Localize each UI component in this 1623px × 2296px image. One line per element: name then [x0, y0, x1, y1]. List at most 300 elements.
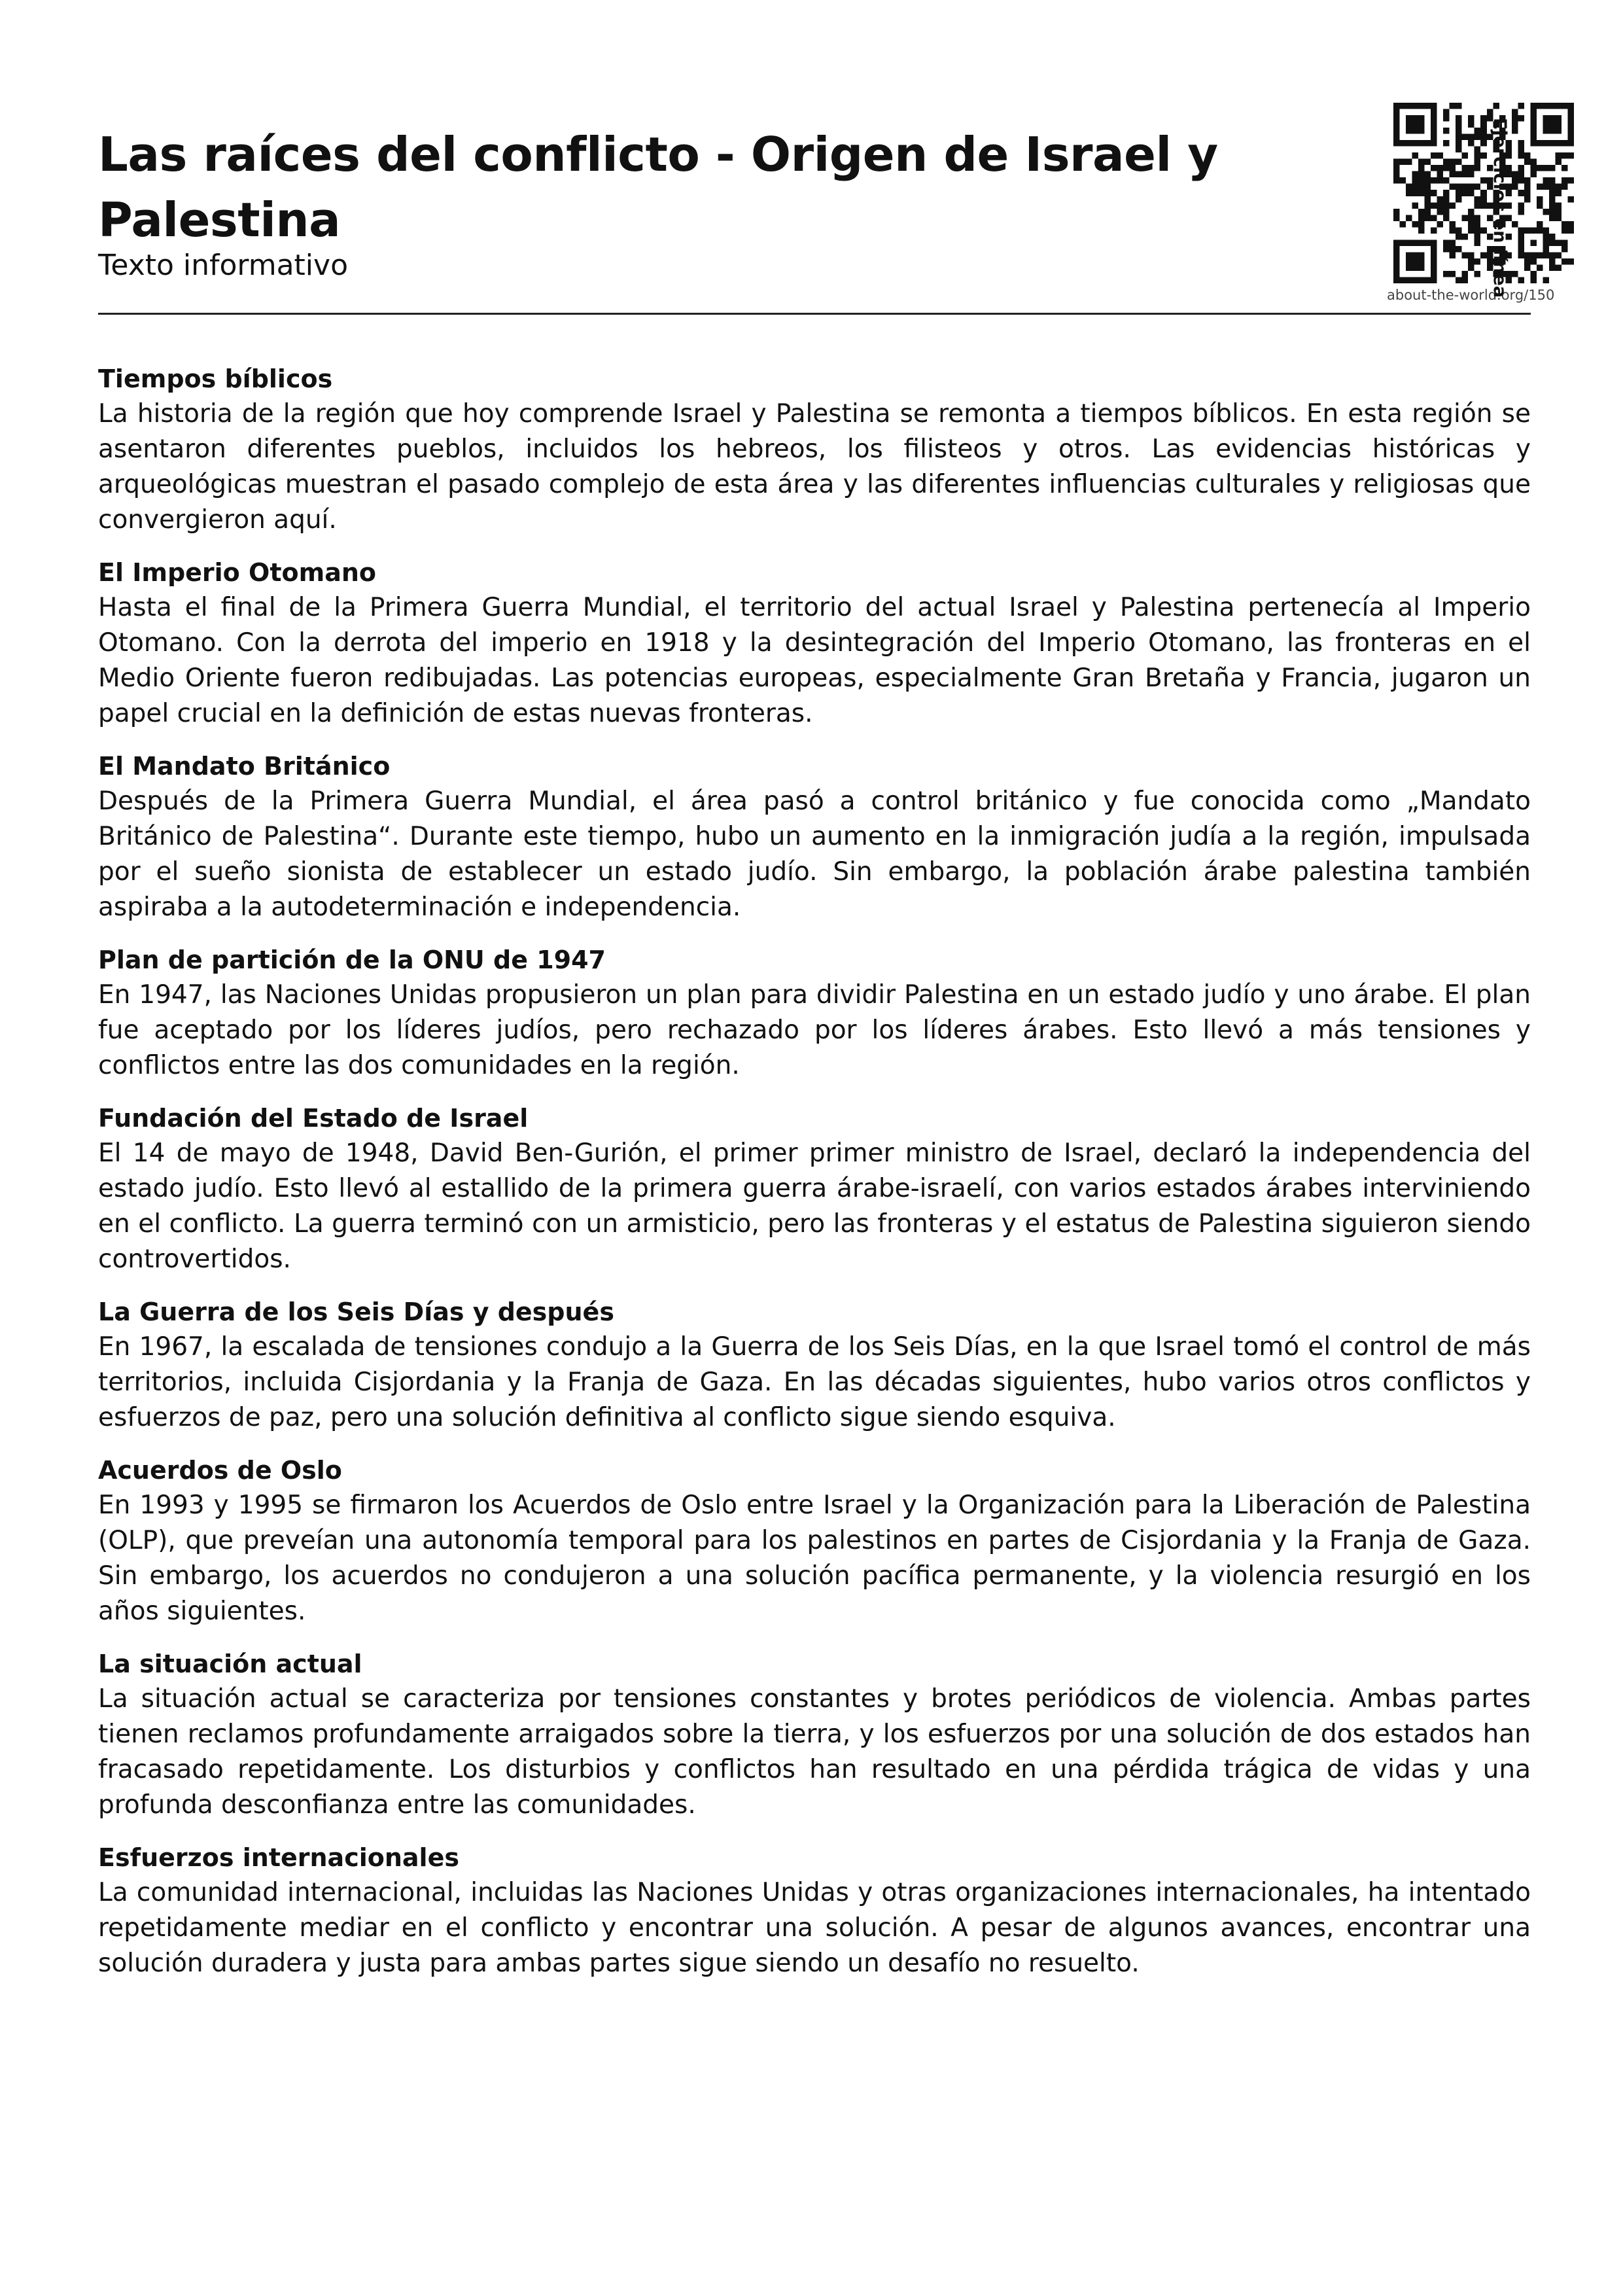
qr-module: [1443, 209, 1450, 215]
page-title: Las raíces del conflicto - Origen de Israel y Palestina: [98, 127, 1218, 247]
qr-module: [1549, 209, 1556, 215]
qr-module: [1462, 190, 1469, 196]
qr-module: [1549, 196, 1556, 203]
qr-module: [1543, 128, 1549, 134]
qr-module: [1400, 140, 1406, 147]
qr-module: [1393, 271, 1400, 277]
qr-module: [1393, 239, 1400, 246]
qr-module: [1418, 128, 1425, 134]
qr-module: [1443, 202, 1450, 209]
qr-module: [1418, 215, 1425, 221]
qr-module: [1406, 277, 1412, 283]
qr-module: [1480, 227, 1487, 234]
qr-module: [1468, 134, 1475, 141]
qr-module: [1537, 221, 1543, 228]
qr-module: [1406, 128, 1412, 134]
section-text: La historia de la región que hoy comprende Israel y Palestina se remonta a tiempos bíblicos. En esta región se asentaron diferentes pueblos, incluidos los hebreos, los filisteos y otros. Las evidencias históricas y arqueológicas muestran el pasado complejo de esta área y las diferentes influencias culturales y religiosas que convergieron aquí.: [98, 399, 1531, 535]
qr-module: [1524, 184, 1531, 190]
qr-module: [1412, 152, 1419, 159]
qr-module: [1418, 209, 1425, 215]
qr-module: [1530, 258, 1537, 265]
online-exercises-label: [1488, 118, 1514, 308]
section-text: En 1967, la escalada de tensiones condujo a la Guerra de los Seis Días, en la que Israel tomó el control de más territorios, incluida Cisjordania y la Franja de Gaza. En las décadas siguientes, hubo varios otros conflictos y esfuerzos de paz, pero una solución definitiva al conflicto sigue siendo esquiva.: [98, 1332, 1531, 1432]
qr-module: [1543, 234, 1549, 240]
qr-module: [1406, 115, 1412, 122]
qr-module: [1524, 190, 1531, 196]
qr-module: [1425, 177, 1431, 184]
qr-module: [1549, 115, 1556, 122]
qr-module: [1412, 128, 1419, 134]
qr-module: [1475, 147, 1481, 153]
qr-module: [1480, 115, 1487, 122]
qr-module: [1393, 165, 1400, 171]
qr-module: [1431, 215, 1437, 221]
qr-module: [1475, 221, 1481, 228]
qr-module: [1555, 103, 1562, 109]
qr-module: [1555, 239, 1562, 246]
qr-module: [1543, 252, 1549, 258]
qr-module: [1537, 227, 1543, 234]
qr-module: [1393, 134, 1400, 141]
qr-module: [1555, 152, 1562, 159]
qr-module: [1450, 239, 1456, 246]
qr-module: [1443, 190, 1450, 196]
qr-module: [1555, 140, 1562, 147]
qr-module: [1530, 277, 1537, 283]
qr-module: [1567, 103, 1574, 109]
qr-module: [1393, 215, 1400, 221]
qr-module: [1437, 171, 1444, 178]
qr-module: [1431, 103, 1437, 109]
qr-module: [1418, 221, 1425, 228]
qr-block[interactable]: [1295, 103, 1570, 303]
qr-module: [1543, 227, 1549, 234]
qr-module: [1537, 184, 1543, 190]
qr-module: [1412, 202, 1419, 209]
qr-module: [1400, 277, 1406, 283]
qr-module: [1518, 147, 1524, 153]
qr-module: [1518, 115, 1524, 122]
qr-module: [1456, 196, 1462, 203]
qr-module: [1456, 115, 1462, 122]
section-text: En 1947, las Naciones Unidas propusieron un plan para dividir Palestina en un estado judío y uno árabe. El plan fue aceptado por los líderes judíos, pero rechazado por los líderes árabes. Esto llevó a más tensiones y conflictos entre las dos comunidades en la región.: [98, 980, 1531, 1080]
qr-module: [1462, 215, 1469, 221]
qr-module: [1462, 165, 1469, 171]
qr-module: [1555, 209, 1562, 215]
qr-module: [1537, 252, 1543, 258]
section-text: Hasta el final de la Primera Guerra Mundial, el territorio del actual Israel y Palestina pertenecía al Imperio Otomano. Con la derrota del imperio en 1918 y la desintegración del Imperio Otomano, las fronteras en el Medio Oriente fueron redibujadas. Las potencias europeas, especialmente Gran Bretaña y Francia, jugaron un papel crucial en la definición de estas nuevas fronteras.: [98, 593, 1531, 728]
qr-module: [1418, 227, 1425, 234]
qr-module: [1468, 264, 1475, 271]
qr-module: [1543, 277, 1549, 283]
section-text: La comunidad internacional, incluidas las Naciones Unidas y otras organizaciones internacionales, ha intentado repetidamente mediar en el conflicto y encontrar una solución. A pesar de algunos avances, encontrar una solución duradera y justa para ambas partes sigue siendo un desafío no resuelto.: [98, 1878, 1531, 1978]
qr-module: [1468, 252, 1475, 258]
qr-module: [1412, 177, 1419, 184]
qr-module: [1418, 115, 1425, 122]
qr-module: [1418, 171, 1425, 178]
qr-module: [1518, 227, 1524, 234]
qr-module: [1425, 239, 1431, 246]
qr-module: [1518, 252, 1524, 258]
qr-module: [1431, 140, 1437, 147]
qr-module: [1518, 246, 1524, 253]
qr-module: [1468, 209, 1475, 215]
section-heading: La Guerra de los Seis Días y después: [98, 1298, 614, 1326]
qr-module: [1393, 209, 1400, 215]
qr-module: [1549, 215, 1556, 221]
qr-module: [1549, 177, 1556, 184]
section-situacion-actual: [98, 1646, 1531, 1823]
qr-module: [1530, 140, 1537, 147]
qr-module: [1493, 103, 1499, 109]
section-fundacion-israel: [98, 1101, 1531, 1277]
qr-module: [1412, 115, 1419, 122]
qr-module: [1450, 246, 1456, 253]
section-acuerdos-oslo: [98, 1453, 1531, 1629]
qr-module: [1456, 122, 1462, 128]
qr-module: [1518, 239, 1524, 246]
qr-module: [1549, 252, 1556, 258]
qr-module: [1418, 239, 1425, 246]
qr-module: [1443, 159, 1450, 166]
qr-module: [1406, 122, 1412, 128]
qr-module: [1562, 177, 1568, 184]
qr-module: [1412, 184, 1419, 190]
qr-module: [1475, 234, 1481, 240]
qr-module: [1406, 215, 1412, 221]
qr-url[interactable]: about-the-world.org/150: [1387, 287, 1555, 303]
qr-module: [1567, 128, 1574, 134]
qr-module: [1425, 277, 1431, 283]
qr-module: [1567, 221, 1574, 228]
qr-module: [1412, 258, 1419, 265]
qr-module: [1549, 264, 1556, 271]
qr-module: [1393, 128, 1400, 134]
qr-module: [1425, 215, 1431, 221]
qr-module: [1468, 227, 1475, 234]
qr-module: [1443, 109, 1450, 116]
qr-module: [1524, 252, 1531, 258]
qr-module: [1400, 177, 1406, 184]
qr-module: [1537, 103, 1543, 109]
qr-module: [1562, 152, 1568, 159]
section-text: El 14 de mayo de 1948, David Ben-Gurión, el primer primer ministro de Israel, declaró la independencia del estado judío. Esto llevó al estallido de la primera guerra árabe-israelí, con varios estados árabes interviniendo en el conflicto. La guerra terminó con un armisticio, pero las fronteras y el estatus de Palestina siguieron siendo controvertidos.: [98, 1139, 1531, 1274]
qr-module: [1456, 234, 1462, 240]
qr-module: [1425, 103, 1431, 109]
qr-module: [1530, 109, 1537, 116]
section-text: Después de la Primera Guerra Mundial, el área pasó a control británico y fue conocida como „Mandato Británico de Palestina“. Durante este tiempo, hubo un aumento en la inmigración judía a la región, impulsada por el sueño sionista de establecer un estado judío. Sin embargo, la población árabe palestina también aspiraba a la autodeterminación e independencia.: [98, 786, 1531, 922]
qr-module: [1555, 122, 1562, 128]
qr-module: [1412, 221, 1419, 228]
qr-module: [1393, 177, 1400, 184]
qr-module: [1468, 171, 1475, 178]
qr-module: [1524, 258, 1531, 265]
qr-module: [1537, 140, 1543, 147]
qr-module: [1543, 122, 1549, 128]
qr-module: [1549, 165, 1556, 171]
qr-module: [1543, 140, 1549, 147]
qr-module: [1418, 258, 1425, 265]
qr-module: [1456, 159, 1462, 166]
qr-module: [1567, 109, 1574, 116]
qr-module: [1406, 190, 1412, 196]
qr-module: [1562, 103, 1568, 109]
qr-module: [1400, 159, 1406, 166]
qr-module: [1400, 239, 1406, 246]
qr-module: [1431, 122, 1437, 128]
qr-module: [1412, 239, 1419, 246]
qr-module: [1549, 140, 1556, 147]
qr-module: [1431, 134, 1437, 141]
qr-module: [1406, 140, 1412, 147]
qr-module: [1475, 271, 1481, 277]
qr-module: [1418, 159, 1425, 166]
qr-module: [1555, 128, 1562, 134]
qr-module: [1555, 159, 1562, 166]
article-body: [98, 361, 1531, 1998]
qr-module: [1480, 128, 1487, 134]
qr-module: [1530, 239, 1537, 246]
page-subtitle: Texto informativo: [98, 249, 348, 282]
qr-module: [1518, 171, 1524, 178]
qr-module: [1456, 190, 1462, 196]
qr-module: [1418, 177, 1425, 184]
qr-module: [1475, 159, 1481, 166]
qr-module: [1530, 103, 1537, 109]
qr-module: [1518, 234, 1524, 240]
qr-module: [1456, 246, 1462, 253]
qr-module: [1425, 140, 1431, 147]
qr-module: [1462, 271, 1469, 277]
qr-module: [1555, 202, 1562, 209]
qr-module: [1462, 277, 1469, 283]
qr-module: [1431, 152, 1437, 159]
section-tiempos-biblicos: [98, 361, 1531, 538]
qr-module: [1425, 159, 1431, 166]
qr-module: [1562, 165, 1568, 171]
qr-module: [1555, 215, 1562, 221]
qr-module: [1549, 239, 1556, 246]
qr-module: [1543, 165, 1549, 171]
qr-module: [1475, 152, 1481, 159]
qr-module: [1567, 152, 1574, 159]
qr-module: [1518, 277, 1524, 283]
qr-module: [1475, 215, 1481, 221]
qr-module: [1450, 202, 1456, 209]
qr-module: [1450, 221, 1456, 228]
qr-module: [1393, 109, 1400, 116]
section-heading: El Mandato Británico: [98, 752, 391, 781]
qr-module: [1567, 115, 1574, 122]
qr-module: [1475, 227, 1481, 234]
section-seis-dias: [98, 1294, 1531, 1436]
qr-module: [1412, 264, 1419, 271]
qr-module: [1431, 258, 1437, 265]
qr-module: [1549, 103, 1556, 109]
qr-module: [1543, 115, 1549, 122]
qr-module: [1418, 165, 1425, 171]
qr-module: [1468, 165, 1475, 171]
qr-module: [1456, 147, 1462, 153]
qr-module: [1393, 258, 1400, 265]
qr-module: [1456, 140, 1462, 147]
qr-module: [1475, 128, 1481, 134]
section-heading: Plan de partición de la ONU de 1947: [98, 945, 606, 974]
qr-module: [1456, 227, 1462, 234]
qr-module: [1468, 221, 1475, 228]
qr-module: [1431, 165, 1437, 171]
qr-module: [1524, 264, 1531, 271]
qr-module: [1406, 184, 1412, 190]
qr-module: [1480, 190, 1487, 196]
qr-module: [1443, 215, 1450, 221]
qr-module: [1393, 252, 1400, 258]
qr-module: [1437, 165, 1444, 171]
qr-module: [1512, 109, 1518, 116]
qr-module: [1537, 165, 1543, 171]
qr-module: [1443, 140, 1450, 147]
qr-module: [1462, 252, 1469, 258]
qr-module: [1418, 122, 1425, 128]
qr-module: [1543, 239, 1549, 246]
qr-module: [1400, 103, 1406, 109]
qr-module: [1425, 202, 1431, 209]
qr-module: [1443, 239, 1450, 246]
qr-module: [1393, 246, 1400, 253]
header-divider: [98, 313, 1531, 315]
qr-module: [1437, 152, 1444, 159]
qr-module: [1555, 264, 1562, 271]
qr-module: [1431, 202, 1437, 209]
qr-module: [1443, 271, 1450, 277]
qr-module: [1431, 190, 1437, 196]
qr-module: [1530, 171, 1537, 178]
qr-module: [1425, 196, 1431, 203]
qr-module: [1437, 221, 1444, 228]
qr-module: [1412, 103, 1419, 109]
qr-module: [1406, 103, 1412, 109]
qr-module: [1431, 227, 1437, 234]
qr-module: [1400, 221, 1406, 228]
qr-module: [1530, 128, 1537, 134]
qr-module: [1518, 177, 1524, 184]
qr-module: [1406, 239, 1412, 246]
qr-module: [1462, 234, 1469, 240]
qr-module: [1450, 103, 1456, 109]
qr-module: [1475, 184, 1481, 190]
qr-module: [1555, 115, 1562, 122]
qr-module: [1480, 177, 1487, 184]
section-esfuerzos-internacionales: [98, 1840, 1531, 1981]
qr-module: [1431, 277, 1437, 283]
qr-module: [1480, 152, 1487, 159]
online-exercises-text: Ejercicios en línea: [1490, 118, 1510, 298]
qr-module: [1530, 271, 1537, 277]
qr-module: [1562, 227, 1568, 234]
qr-module: [1518, 103, 1524, 109]
qr-module: [1530, 122, 1537, 128]
qr-module: [1530, 159, 1537, 166]
qr-module: [1480, 252, 1487, 258]
qr-module: [1456, 103, 1462, 109]
qr-module: [1462, 152, 1469, 159]
qr-module: [1543, 209, 1549, 215]
qr-module: [1418, 140, 1425, 147]
qr-code-icon[interactable]: [1393, 103, 1574, 283]
qr-module: [1468, 215, 1475, 221]
qr-module: [1431, 246, 1437, 253]
qr-module: [1518, 152, 1524, 159]
qr-module: [1562, 246, 1568, 253]
qr-module: [1543, 246, 1549, 253]
qr-module: [1555, 190, 1562, 196]
qr-module: [1562, 140, 1568, 147]
qr-module: [1524, 159, 1531, 166]
qr-module: [1456, 134, 1462, 141]
section-heading: Acuerdos de Oslo: [98, 1456, 342, 1485]
qr-module: [1468, 115, 1475, 122]
qr-module: [1412, 140, 1419, 147]
qr-module: [1524, 196, 1531, 203]
qr-module: [1431, 115, 1437, 122]
qr-module: [1437, 177, 1444, 184]
qr-module: [1567, 258, 1574, 265]
qr-module: [1543, 184, 1549, 190]
qr-module: [1393, 159, 1400, 166]
qr-module: [1475, 134, 1481, 141]
qr-module: [1431, 109, 1437, 116]
qr-module: [1393, 277, 1400, 283]
qr-module: [1450, 184, 1456, 190]
qr-module: [1524, 152, 1531, 159]
qr-module: [1549, 234, 1556, 240]
qr-module: [1468, 184, 1475, 190]
qr-module: [1443, 115, 1450, 122]
qr-module: [1412, 171, 1419, 178]
qr-module: [1530, 165, 1537, 171]
qr-module: [1562, 184, 1568, 190]
qr-module: [1475, 202, 1481, 209]
qr-module: [1431, 271, 1437, 277]
section-plan-particion: [98, 942, 1531, 1084]
qr-module: [1425, 184, 1431, 190]
qr-module: [1562, 239, 1568, 246]
qr-module: [1549, 122, 1556, 128]
qr-module: [1412, 252, 1419, 258]
qr-module: [1480, 140, 1487, 147]
qr-module: [1443, 196, 1450, 203]
section-mandato-britanico: [98, 749, 1531, 925]
qr-module: [1530, 252, 1537, 258]
qr-module: [1418, 264, 1425, 271]
qr-module: [1468, 258, 1475, 265]
qr-module: [1462, 184, 1469, 190]
qr-module: [1518, 165, 1524, 171]
qr-module: [1412, 190, 1419, 196]
qr-module: [1468, 122, 1475, 128]
qr-module: [1456, 128, 1462, 134]
qr-module: [1562, 221, 1568, 228]
qr-module: [1524, 177, 1531, 184]
qr-module: [1518, 209, 1524, 215]
qr-module: [1549, 202, 1556, 209]
qr-module: [1567, 227, 1574, 234]
qr-module: [1443, 246, 1450, 253]
qr-module: [1393, 171, 1400, 178]
section-heading: Tiempos bíblicos: [98, 364, 333, 393]
qr-module: [1412, 122, 1419, 128]
qr-module: [1518, 190, 1524, 196]
